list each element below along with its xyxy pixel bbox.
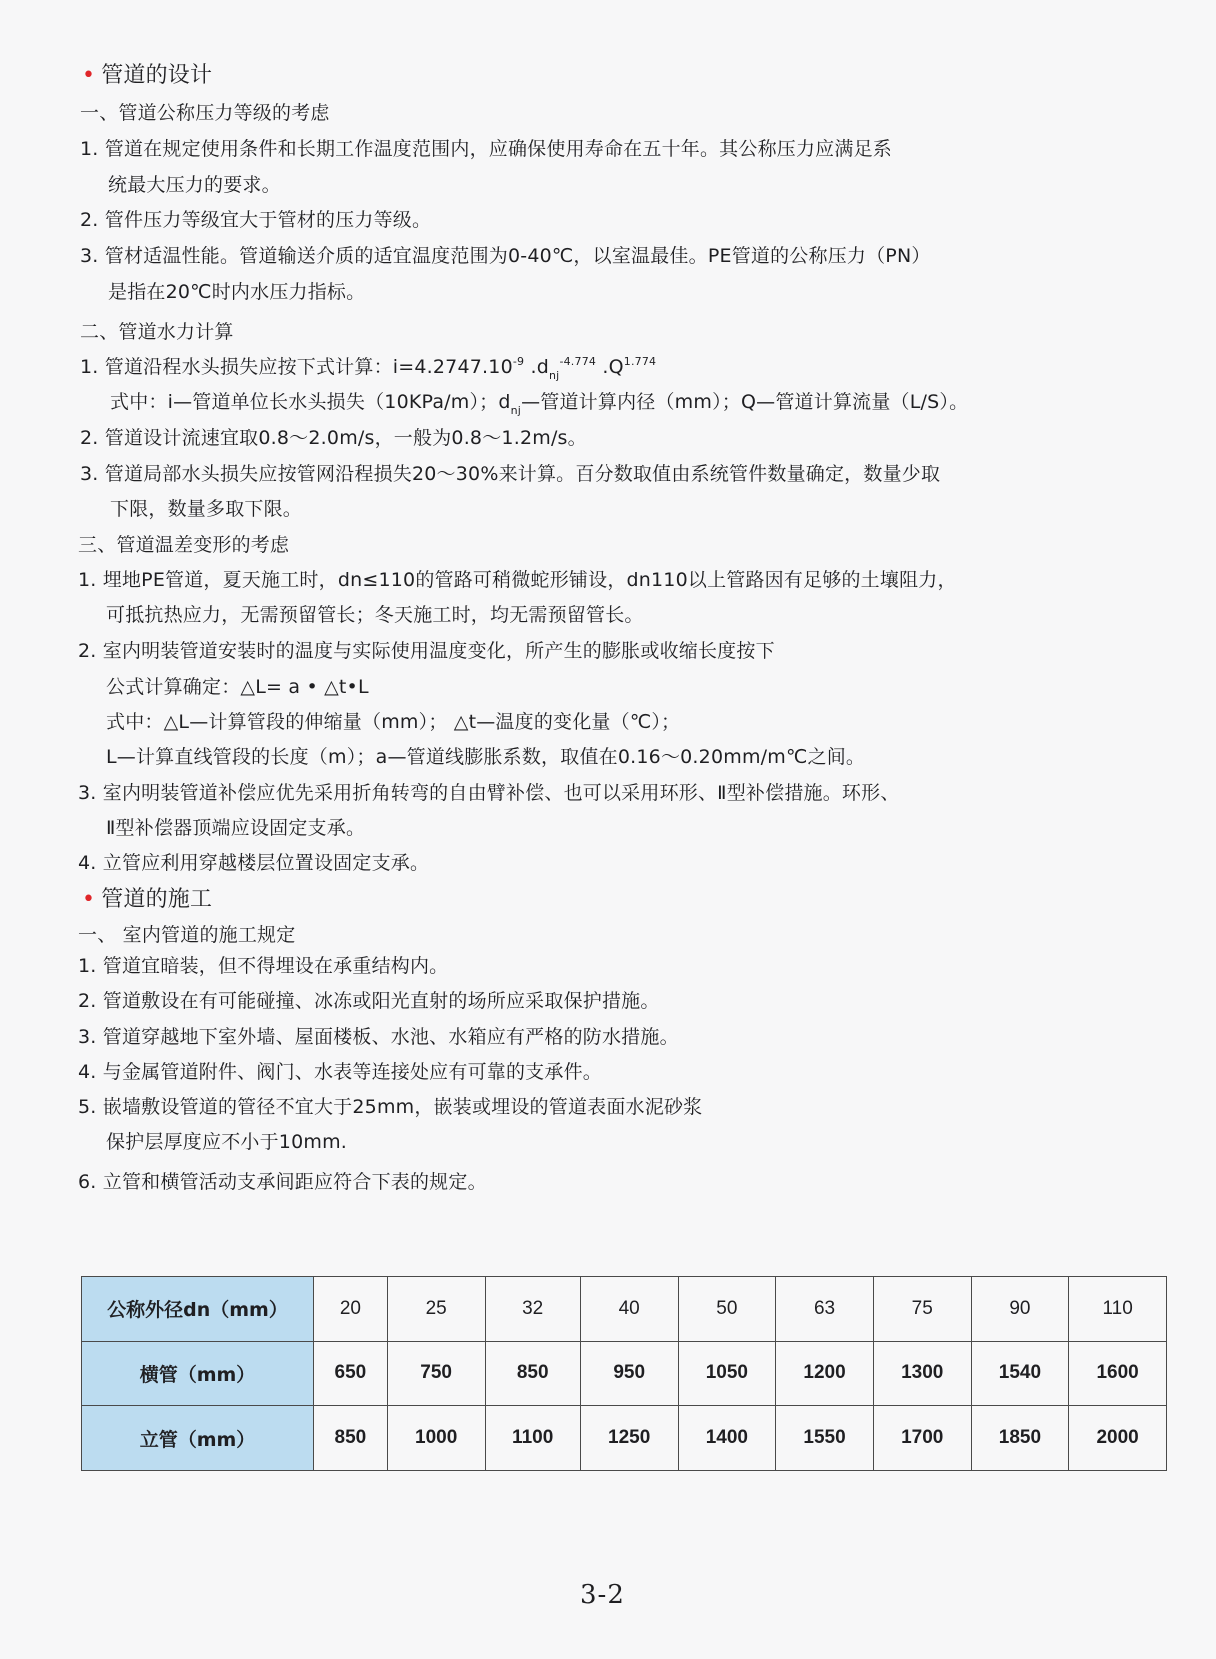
table-cell: 1540: [971, 1341, 1069, 1406]
table-cell: 40: [580, 1277, 678, 1342]
subheading-thermal: 三、管道温差变形的考虑: [78, 534, 290, 556]
table-row: [82, 1406, 1167, 1471]
table-cell: 1000: [387, 1406, 485, 1471]
list-item: 4. 与金属管道附件、阀门、水表等连接处应有可靠的支承件。: [78, 1061, 602, 1083]
list-item: 6. 立管和横管活动支承间距应符合下表的规定。: [78, 1171, 487, 1193]
text-line: 式中：△L—计算管段的伸缩量（mm）； △t—温度的变化量（℃）；: [106, 711, 681, 733]
table-cell: 110: [1069, 1277, 1167, 1342]
subheading-pressure: 一、管道公称压力等级的考虑: [80, 102, 330, 124]
text-line: Ⅱ型补偿器顶端应设固定支承。: [106, 817, 366, 839]
text-line: 可抵抗热应力，无需预留管长；冬天施工时，均无需预留管长。: [106, 604, 644, 626]
formula-text: .d: [524, 356, 549, 378]
table-cell: 1100: [485, 1406, 580, 1471]
bullet-icon: •: [82, 63, 96, 88]
table-cell: 1050: [678, 1341, 776, 1406]
table-cell: 25: [387, 1277, 485, 1342]
row-header: 横管（mm）: [82, 1341, 314, 1406]
table-cell: 20: [314, 1277, 388, 1342]
table-cell: 2000: [1069, 1406, 1167, 1471]
table-cell: 50: [678, 1277, 776, 1342]
table-cell: 850: [485, 1341, 580, 1406]
page-number: 3-2: [580, 1580, 625, 1610]
text-line: 下限，数量多取下限。: [110, 498, 303, 520]
text-line: 公式计算确定：△L= a • △t•L: [106, 676, 369, 698]
text-line: 是指在20℃时内水压力指标。: [108, 281, 366, 303]
table-cell: 1250: [580, 1406, 678, 1471]
formula-text: 式中：i—管道单位长水头损失（10KPa/m）；d: [110, 391, 511, 413]
formula-exponent: -9: [512, 355, 525, 368]
list-item: 3. 管道穿越地下室外墙、屋面楼板、水池、水箱应有严格的防水措施。: [78, 1026, 679, 1048]
section-title-text: 管道的设计: [101, 63, 213, 88]
text-line: 3. 室内明装管道补偿应优先采用折角转弯的自由臂补偿、也可以采用环形、Ⅱ型补偿措施。环形、: [78, 782, 900, 804]
table-row: [82, 1341, 1167, 1406]
text-line: 2. 管件压力等级宜大于管材的压力等级。: [80, 209, 432, 231]
table-row: [82, 1277, 1167, 1342]
table-cell: 75: [873, 1277, 971, 1342]
text-line: 2. 管道设计流速宜取0.8～2.0m/s，一般为0.8～1.2m/s。: [80, 427, 587, 449]
list-item: 1. 管道宜暗装，但不得埋设在承重结构内。: [78, 955, 449, 977]
formula-subscript: nj: [549, 369, 560, 382]
row-header: 立管（mm）: [82, 1406, 314, 1471]
table-cell: 1300: [873, 1341, 971, 1406]
bullet-icon: •: [82, 887, 96, 912]
list-item: 2. 管道敷设在有可能碰撞、冰冻或阳光直射的场所应采取保护措施。: [78, 990, 660, 1012]
table-cell: 850: [314, 1406, 388, 1471]
subheading-hydraulic: 二、管道水力计算: [80, 321, 234, 343]
formula-subscript: nj: [510, 404, 522, 417]
table-cell: 1850: [971, 1406, 1069, 1471]
table-cell: 90: [971, 1277, 1069, 1342]
table-cell: 1400: [678, 1406, 776, 1471]
formula-text: —管道计算内径（mm）；Q—管道计算流量（L/S）。: [521, 391, 969, 413]
formula-exponent: -4.774: [559, 355, 597, 368]
list-item: 5. 嵌墙敷设管道的管径不宜大于25mm，嵌装或埋设的管道表面水泥砂浆: [78, 1096, 703, 1118]
table-cell: 63: [776, 1277, 874, 1342]
text-line: 统最大压力的要求。: [108, 174, 281, 196]
table-cell: 1700: [873, 1406, 971, 1471]
text-line: 2. 室内明装管道安装时的温度与实际使用温度变化，所产生的膨胀或收缩长度按下: [78, 640, 775, 662]
table-cell: 1200: [776, 1341, 874, 1406]
table-cell: 750: [387, 1341, 485, 1406]
table-cell: 950: [580, 1341, 678, 1406]
table-cell: 1600: [1069, 1341, 1167, 1406]
text-line: 3. 管材适温性能。管道输送介质的适宜温度范围为0-40℃，以室温最佳。PE管道的公称压力（PN）: [80, 245, 931, 267]
subheading-indoor: 一、 室内管道的施工规定: [78, 924, 296, 946]
text-line: L—计算直线管段的长度（m）；a—管道线膨胀系数，取值在0.16～0.20mm/m℃之间。: [106, 746, 866, 768]
formula-text: .Q: [596, 356, 624, 378]
section-title-construction: [82, 886, 212, 914]
text-line: 3. 管道局部水头损失应按管网沿程损失20～30%来计算。百分数取值由系统管件数量确定，数量少取: [80, 463, 941, 485]
list-item-continued: 保护层厚度应不小于10mm.: [106, 1131, 348, 1153]
formula-text: 1. 管道沿程水头损失应按下式计算：i=4.2747.10: [80, 356, 513, 378]
table-cell: 32: [485, 1277, 580, 1342]
formula-line: [80, 355, 657, 382]
formula-exponent: 1.774: [623, 355, 657, 368]
text-line: 1. 管道在规定使用条件和长期工作温度范围内，应确保使用寿命在五十年。其公称压力应满足系: [80, 138, 892, 160]
support-spacing-table: [81, 1276, 1167, 1471]
section-title-text: 管道的施工: [101, 887, 213, 912]
table-cell: 650: [314, 1341, 388, 1406]
table-cell: 1550: [776, 1406, 874, 1471]
formula-legend: [110, 390, 969, 417]
text-line: 4. 立管应利用穿越楼层位置设固定支承。: [78, 852, 430, 874]
text-line: 1. 埋地PE管道，夏天施工时，dn≤110的管路可稍微蛇形铺设，dn110以上管路因有足够的土壤阻力，: [78, 569, 957, 591]
row-header: 公称外径dn（mm）: [82, 1277, 314, 1342]
section-title-design: [82, 62, 212, 90]
